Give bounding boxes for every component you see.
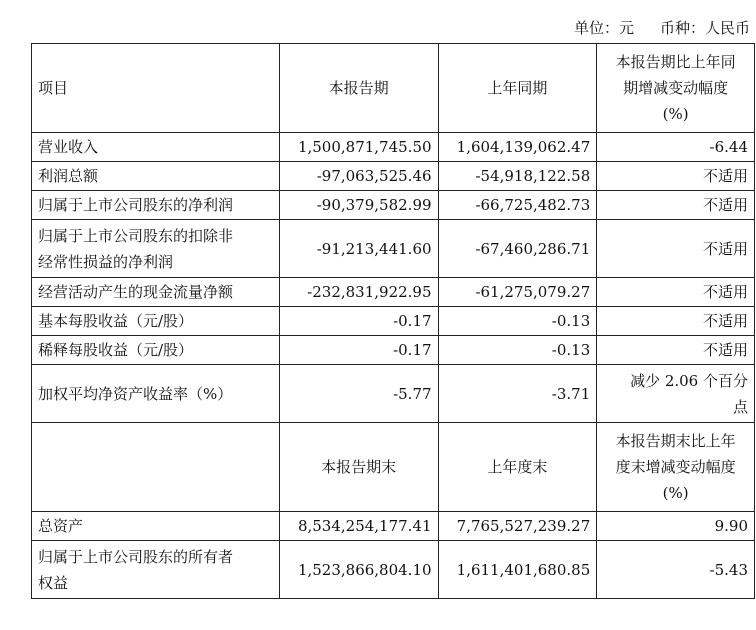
row-item: 经营活动产生的现金流量净额 xyxy=(32,278,280,307)
subheader-change-line: 度末增减变动幅度 xyxy=(615,458,736,476)
table-row xyxy=(32,278,755,307)
subheader-change xyxy=(597,423,755,512)
header-prior-period: 上年同期 xyxy=(438,44,597,133)
table-row xyxy=(32,220,755,278)
row-change-line: 点 xyxy=(732,397,748,416)
row-prior: -67,460,286.71 xyxy=(438,220,597,278)
unit-label: 单位：元 xyxy=(573,19,634,37)
subheader-prior-year-end: 上年度末 xyxy=(438,423,597,512)
row-current: -90,379,582.99 xyxy=(279,191,438,220)
row-change: 不适用 xyxy=(597,278,755,307)
table-row xyxy=(32,336,755,365)
subheader-change-line: 本报告期末比上年 xyxy=(615,432,736,450)
row-change: -6.44 xyxy=(597,133,755,162)
row-item: 利润总额 xyxy=(32,162,280,191)
row-prior: -0.13 xyxy=(438,307,597,336)
row-change: 9.90 xyxy=(597,512,755,541)
header-change xyxy=(597,44,755,133)
row-current: -232,831,922.95 xyxy=(279,278,438,307)
header-item: 项目 xyxy=(32,44,280,133)
unit-currency-line xyxy=(572,18,750,38)
row-prior: -61,275,079.27 xyxy=(438,278,597,307)
row-current: 1,523,866,804.10 xyxy=(279,541,438,599)
row-item xyxy=(32,220,280,278)
row-item-line: 归属于上市公司股东的所有者 xyxy=(38,547,234,566)
table-subheader-row xyxy=(32,423,755,512)
row-item: 基本每股收益（元/股） xyxy=(32,307,280,336)
row-current: -5.77 xyxy=(279,365,438,423)
row-item-line: 经常性损益的净利润 xyxy=(38,252,174,271)
row-current: -97,063,525.46 xyxy=(279,162,438,191)
row-item: 归属于上市公司股东的净利润 xyxy=(32,191,280,220)
row-prior: 1,611,401,680.85 xyxy=(438,541,597,599)
row-item xyxy=(32,541,280,599)
table-header-row xyxy=(32,44,755,133)
row-current: 1,500,871,745.50 xyxy=(279,133,438,162)
row-prior: -66,725,482.73 xyxy=(438,191,597,220)
financial-data-table xyxy=(31,43,755,599)
row-item: 稀释每股收益（元/股） xyxy=(32,336,280,365)
header-current-period: 本报告期 xyxy=(279,44,438,133)
row-prior: -3.71 xyxy=(438,365,597,423)
subheader-period-end: 本报告期末 xyxy=(279,423,438,512)
row-item-line: 权益 xyxy=(38,573,69,592)
header-change-line: 期增减变动幅度 xyxy=(623,79,729,97)
row-change: 不适用 xyxy=(597,336,755,365)
row-prior: -0.13 xyxy=(438,336,597,365)
row-prior: 7,765,527,239.27 xyxy=(438,512,597,541)
row-change-line: 减少 2.06 个百分 xyxy=(630,371,748,390)
row-change: 不适用 xyxy=(597,162,755,191)
row-change: 不适用 xyxy=(597,220,755,278)
row-change xyxy=(597,365,755,423)
row-current: 8,534,254,177.41 xyxy=(279,512,438,541)
table-row xyxy=(32,512,755,541)
header-change-line: 本报告期比上年同 xyxy=(615,53,736,71)
table-row xyxy=(32,365,755,423)
table-row xyxy=(32,307,755,336)
row-change: 不适用 xyxy=(597,191,755,220)
row-current: -0.17 xyxy=(279,336,438,365)
row-change: -5.43 xyxy=(597,541,755,599)
row-change: 不适用 xyxy=(597,307,755,336)
row-item: 加权平均净资产收益率（%） xyxy=(32,365,280,423)
subheader-change-line: (%) xyxy=(662,484,689,502)
row-current: -91,213,441.60 xyxy=(279,220,438,278)
header-change-line: (%) xyxy=(662,105,689,123)
table-row xyxy=(32,191,755,220)
subheader-item xyxy=(32,423,280,512)
row-item: 总资产 xyxy=(32,512,280,541)
row-prior: 1,604,139,062.47 xyxy=(438,133,597,162)
currency-label: 币种：人民币 xyxy=(659,19,750,37)
table-row xyxy=(32,541,755,599)
table-row xyxy=(32,162,755,191)
row-current: -0.17 xyxy=(279,307,438,336)
table-row xyxy=(32,133,755,162)
row-item: 营业收入 xyxy=(32,133,280,162)
row-prior: -54,918,122.58 xyxy=(438,162,597,191)
row-item-line: 归属于上市公司股东的扣除非 xyxy=(38,226,234,245)
